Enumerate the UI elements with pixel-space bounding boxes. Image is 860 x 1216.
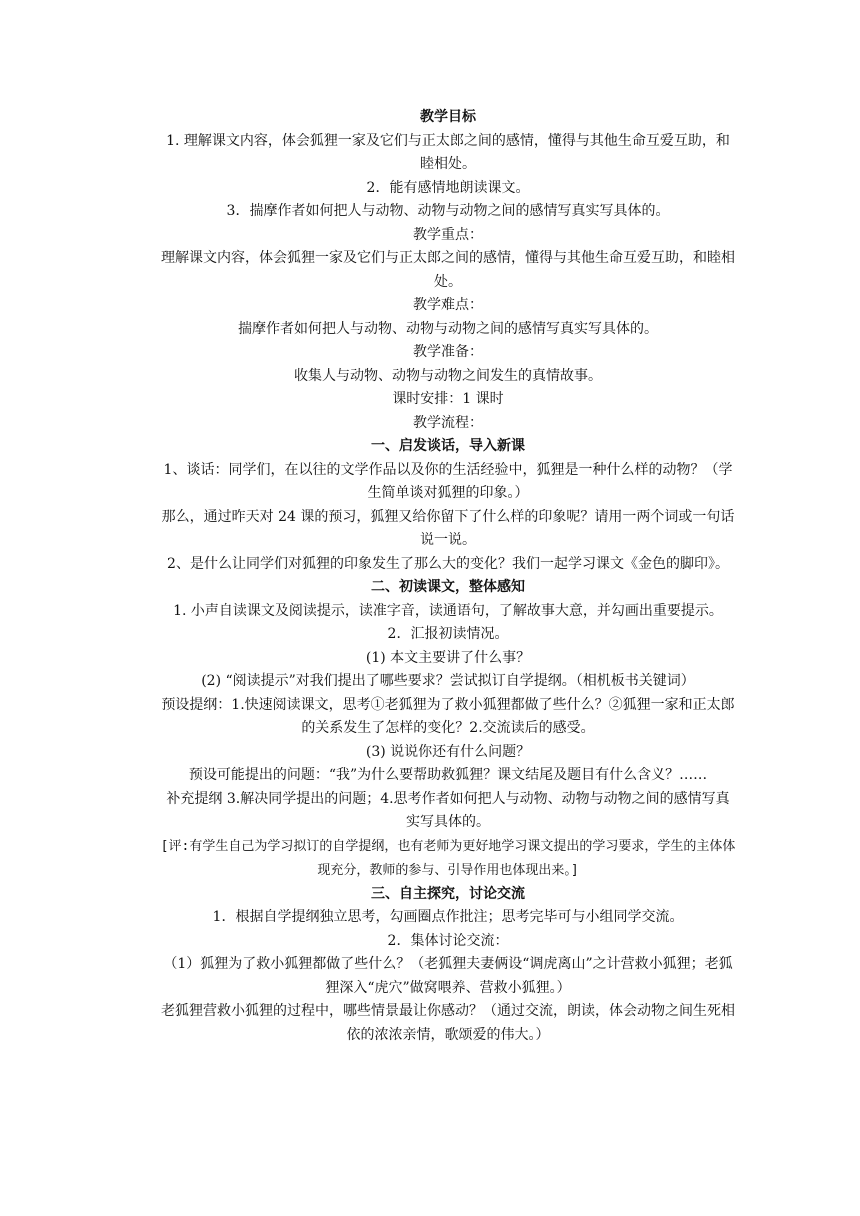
section-3-title: 三、自主探究，讨论交流 <box>371 885 525 902</box>
section-3-paragraph: 2．集体讨论交流： <box>387 932 509 949</box>
document-title: 教学目标 <box>420 109 476 125</box>
key-points: 理解课文内容，体会狐狸一家及它们与正太郎之间的感情，懂得与其他生命互爱互助，和睦相处。 <box>161 250 735 290</box>
section-2-paragraph: 1. 小声自读课文及阅读提示，读准字音，读通语句，了解故事大意，并勾画出重要提示。 <box>173 602 723 619</box>
section-2-paragraph: 预设可能提出的问题：“我”为什么要帮助救狐狸？课文结尾及题目有什么含义？…… <box>188 767 708 783</box>
difficulty-label: 教学难点： <box>413 297 483 313</box>
schedule: 课时安排：1 课时 <box>392 391 504 407</box>
key-points-label: 教学重点： <box>413 226 483 243</box>
section-2-paragraph: 补充提纲 3.解决同学提出的问题；4.思考作者如何把人与动物、动物与动物之间的感情写真实写具体的。 <box>166 790 730 830</box>
section-2-paragraph: (1) 本文主要讲了什么事？ <box>365 649 531 666</box>
difficulty: 揣摩作者如何把人与动物、动物与动物之间的感情写真实写具体的。 <box>238 320 658 337</box>
goal-3: 3．揣摩作者如何把人与动物、动物与动物之间的感情写真实写具体的。 <box>226 203 670 219</box>
section-2-paragraph: (3) 说说你还有什么问题？ <box>365 743 531 760</box>
section-2-title: 二、初读课文，整体感知 <box>371 579 525 595</box>
section-1-paragraph: 1、谈话：同学们，在以往的文学作品以及你的生活经验中，狐狸是一种什么样的动物？（学生简单谈对狐狸的印象。） <box>163 461 733 501</box>
goal-1: 1. 理解课文内容，体会狐狸一家及它们与正太郎之间的感情，懂得与其他生命互爱互助，和睦相处。 <box>166 132 730 172</box>
section-2-paragraph: 预设提纲：1.快速阅读课文，思考①老狐狸为了救小狐狸都做了些什么？②狐狸一家和正太郎的关系发生了怎样的变化？2.交流读后的感受。 <box>161 696 735 736</box>
process-label: 教学流程： <box>413 414 483 431</box>
preparation: 收集人与动物、动物与动物之间发生的真情故事。 <box>294 367 602 384</box>
section-3-paragraph: （1）狐狸为了救小狐狸都做了些什么？（老狐狸夫妻俩设“调虎离山”之计营救小狐狸；老狐狸深入“虎穴”做窝喂养、营救小狐狸。） <box>163 956 733 996</box>
section-3-paragraph: 老狐狸营救小狐狸的过程中，哪些情景最让你感动？（通过交流，朗读，体会动物之间生死相依的浓浓亲情，歌颂爱的伟大。） <box>161 1003 735 1043</box>
section-1-paragraph: 那么，通过昨天对 24 课的预习，狐狸又给你留下了什么样的印象呢？请用一两个词或一句话说一说。 <box>161 508 735 548</box>
section-3-paragraph: 1．根据自学提纲独立思考，勾画圈点作批注；思考完毕可与小组同学交流。 <box>212 909 684 925</box>
section-2-paragraph: (2) “阅读提示”对我们提出了哪些要求？尝试拟订自学提纲。（相机板书关键词） <box>201 673 695 689</box>
section-2-paragraph: 2．汇报初读情况。 <box>387 626 509 642</box>
goal-2: 2．能有感情地朗读课文。 <box>366 179 530 196</box>
section-1-title: 一、启发谈话，导入新课 <box>371 438 525 454</box>
preparation-label: 教学准备： <box>413 344 483 360</box>
section-2-remark: [评:有学生自己为学习拟订的自学提纲，也有老师为更好地学习课文提出的学习要求，学生的主体体现充分，教师的参与、引导作用也体现出来。] <box>160 838 736 878</box>
document-page <box>160 106 736 1047</box>
section-1-paragraph: 2、是什么让同学们对狐狸的印象发生了那么大的变化？我们一起学习课文《金色的脚印》。 <box>167 555 729 572</box>
